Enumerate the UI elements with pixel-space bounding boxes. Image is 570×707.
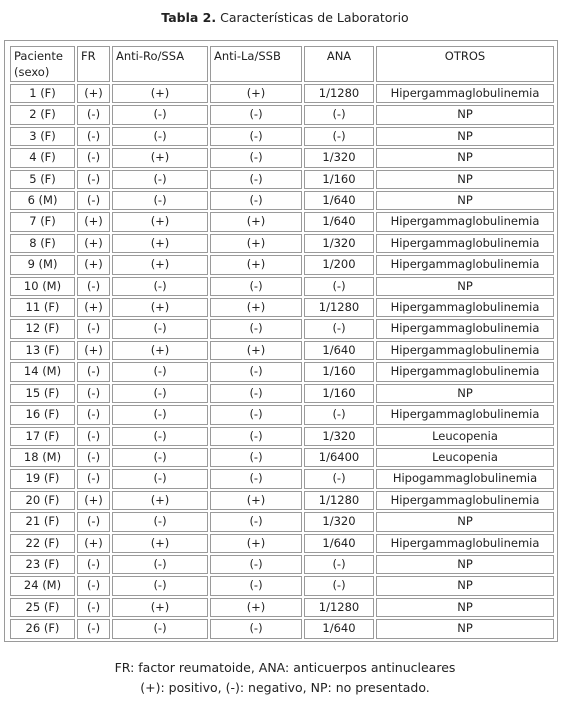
table-footnote [0, 658, 570, 698]
cell-anti-ro: (+) [112, 534, 208, 553]
cell-otros: Hipergammaglobulinemia [376, 405, 554, 424]
cell-ana: 1/1280 [304, 298, 374, 317]
cell-otros: NP [376, 170, 554, 189]
table-row [10, 448, 554, 467]
cell-otros: Hipergammaglobulinemia [376, 255, 554, 274]
cell-anti-ro: (+) [112, 148, 208, 167]
cell-ana: (-) [304, 319, 374, 338]
cell-ana: 1/320 [304, 512, 374, 531]
cell-ana: 1/200 [304, 255, 374, 274]
cell-otros: Hipergammaglobulinemia [376, 491, 554, 510]
cell-fr: (-) [77, 555, 110, 574]
lab-results-table [8, 44, 556, 641]
header-anti-ro: Anti-Ro/SSA [112, 46, 208, 82]
table-header-row [10, 46, 554, 82]
cell-anti-ro: (+) [112, 341, 208, 360]
cell-anti-la: (+) [210, 255, 302, 274]
table-row [10, 362, 554, 381]
cell-paciente: 12 (F) [10, 319, 75, 338]
table-row [10, 255, 554, 274]
cell-fr: (+) [77, 341, 110, 360]
cell-paciente: 5 (F) [10, 170, 75, 189]
cell-anti-la: (-) [210, 191, 302, 210]
cell-anti-la: (-) [210, 319, 302, 338]
cell-fr: (+) [77, 491, 110, 510]
cell-anti-la: (+) [210, 298, 302, 317]
cell-ana: (-) [304, 405, 374, 424]
cell-otros: NP [376, 576, 554, 595]
cell-otros: NP [376, 512, 554, 531]
cell-anti-la: (-) [210, 105, 302, 124]
cell-ana: 1/160 [304, 170, 374, 189]
caption-text: Características de Laboratorio [220, 10, 409, 25]
cell-fr: (+) [77, 212, 110, 231]
cell-otros: NP [376, 598, 554, 617]
cell-fr: (+) [77, 234, 110, 253]
header-fr: FR [77, 46, 110, 82]
cell-ana: (-) [304, 555, 374, 574]
table-row [10, 427, 554, 446]
cell-anti-la: (+) [210, 341, 302, 360]
cell-fr: (-) [77, 598, 110, 617]
cell-fr: (-) [77, 619, 110, 638]
table-row [10, 619, 554, 638]
table-row [10, 148, 554, 167]
cell-anti-la: (-) [210, 512, 302, 531]
cell-paciente: 24 (M) [10, 576, 75, 595]
table-row [10, 191, 554, 210]
cell-anti-ro: (-) [112, 427, 208, 446]
cell-fr: (+) [77, 298, 110, 317]
cell-anti-la: (-) [210, 619, 302, 638]
cell-anti-ro: (-) [112, 105, 208, 124]
cell-otros: NP [376, 148, 554, 167]
cell-anti-ro: (-) [112, 191, 208, 210]
table-row [10, 170, 554, 189]
cell-fr: (-) [77, 512, 110, 531]
cell-anti-ro: (+) [112, 212, 208, 231]
cell-anti-ro: (-) [112, 277, 208, 296]
cell-paciente: 17 (F) [10, 427, 75, 446]
header-ana: ANA [304, 46, 374, 82]
cell-ana: (-) [304, 105, 374, 124]
cell-ana: 1/1280 [304, 491, 374, 510]
cell-anti-ro: (-) [112, 512, 208, 531]
cell-anti-ro: (-) [112, 469, 208, 488]
cell-anti-ro: (-) [112, 127, 208, 146]
cell-fr: (+) [77, 84, 110, 103]
cell-anti-la: (-) [210, 127, 302, 146]
cell-anti-ro: (-) [112, 170, 208, 189]
cell-otros: Hipergammaglobulinemia [376, 362, 554, 381]
cell-otros: Hipergammaglobulinemia [376, 84, 554, 103]
cell-ana: 1/320 [304, 148, 374, 167]
cell-anti-la: (-) [210, 427, 302, 446]
cell-paciente: 11 (F) [10, 298, 75, 317]
cell-otros: NP [376, 127, 554, 146]
cell-anti-ro: (-) [112, 405, 208, 424]
header-otros: OTROS [376, 46, 554, 82]
table-body [10, 84, 554, 639]
cell-otros: Hipogammaglobulinemia [376, 469, 554, 488]
cell-anti-ro: (-) [112, 619, 208, 638]
cell-paciente: 9 (M) [10, 255, 75, 274]
cell-ana: 1/640 [304, 619, 374, 638]
cell-otros: NP [376, 384, 554, 403]
table-row [10, 491, 554, 510]
cell-paciente: 6 (M) [10, 191, 75, 210]
cell-paciente: 21 (F) [10, 512, 75, 531]
cell-fr: (-) [77, 448, 110, 467]
cell-anti-la: (-) [210, 555, 302, 574]
caption-label: Tabla 2. [161, 10, 217, 25]
cell-anti-la: (+) [210, 84, 302, 103]
cell-paciente: 4 (F) [10, 148, 75, 167]
cell-fr: (-) [77, 576, 110, 595]
cell-otros: Hipergammaglobulinemia [376, 341, 554, 360]
cell-ana: 1/160 [304, 362, 374, 381]
cell-paciente: 14 (M) [10, 362, 75, 381]
cell-ana: 1/320 [304, 427, 374, 446]
cell-paciente: 1 (F) [10, 84, 75, 103]
cell-anti-ro: (-) [112, 555, 208, 574]
cell-ana: 1/640 [304, 212, 374, 231]
table-row [10, 341, 554, 360]
cell-paciente: 26 (F) [10, 619, 75, 638]
cell-otros: NP [376, 555, 554, 574]
cell-anti-la: (+) [210, 491, 302, 510]
cell-fr: (+) [77, 255, 110, 274]
cell-ana: (-) [304, 277, 374, 296]
cell-paciente: 10 (M) [10, 277, 75, 296]
cell-ana: 1/640 [304, 534, 374, 553]
cell-anti-ro: (-) [112, 448, 208, 467]
cell-fr: (-) [77, 362, 110, 381]
cell-paciente: 13 (F) [10, 341, 75, 360]
cell-anti-ro: (+) [112, 84, 208, 103]
cell-fr: (-) [77, 319, 110, 338]
cell-anti-la: (-) [210, 362, 302, 381]
cell-otros: NP [376, 191, 554, 210]
cell-ana: 1/1280 [304, 598, 374, 617]
table-row [10, 555, 554, 574]
cell-paciente: 16 (F) [10, 405, 75, 424]
table-row [10, 105, 554, 124]
cell-ana: 1/640 [304, 191, 374, 210]
cell-fr: (-) [77, 384, 110, 403]
cell-otros: Leucopenia [376, 448, 554, 467]
cell-ana: 1/640 [304, 341, 374, 360]
table-caption [0, 10, 570, 26]
cell-otros: Hipergammaglobulinemia [376, 319, 554, 338]
cell-anti-la: (-) [210, 469, 302, 488]
cell-paciente: 15 (F) [10, 384, 75, 403]
cell-paciente: 22 (F) [10, 534, 75, 553]
table-row [10, 469, 554, 488]
cell-fr: (-) [77, 105, 110, 124]
table-row [10, 512, 554, 531]
cell-anti-la: (-) [210, 277, 302, 296]
cell-ana: 1/160 [304, 384, 374, 403]
table-row [10, 212, 554, 231]
cell-fr: (-) [77, 148, 110, 167]
table-row [10, 534, 554, 553]
cell-fr: (-) [77, 191, 110, 210]
cell-fr: (-) [77, 127, 110, 146]
header-anti-la: Anti-La/SSB [210, 46, 302, 82]
cell-anti-ro: (-) [112, 576, 208, 595]
cell-anti-la: (-) [210, 384, 302, 403]
cell-fr: (+) [77, 534, 110, 553]
cell-ana: 1/1280 [304, 84, 374, 103]
cell-anti-la: (-) [210, 448, 302, 467]
table-row [10, 127, 554, 146]
cell-otros: NP [376, 105, 554, 124]
cell-paciente: 8 (F) [10, 234, 75, 253]
cell-ana: 1/6400 [304, 448, 374, 467]
cell-paciente: 7 (F) [10, 212, 75, 231]
cell-paciente: 3 (F) [10, 127, 75, 146]
cell-anti-la: (+) [210, 234, 302, 253]
cell-anti-ro: (+) [112, 298, 208, 317]
cell-otros: Hipergammaglobulinemia [376, 298, 554, 317]
cell-otros: Leucopenia [376, 427, 554, 446]
cell-paciente: 2 (F) [10, 105, 75, 124]
cell-anti-la: (+) [210, 534, 302, 553]
cell-anti-ro: (+) [112, 598, 208, 617]
cell-anti-ro: (-) [112, 362, 208, 381]
cell-paciente: 18 (M) [10, 448, 75, 467]
cell-otros: Hipergammaglobulinemia [376, 534, 554, 553]
cell-ana: (-) [304, 469, 374, 488]
cell-anti-la: (-) [210, 576, 302, 595]
cell-paciente: 23 (F) [10, 555, 75, 574]
cell-paciente: 19 (F) [10, 469, 75, 488]
table-row [10, 234, 554, 253]
table-row [10, 576, 554, 595]
cell-fr: (-) [77, 405, 110, 424]
table-row [10, 298, 554, 317]
cell-anti-la: (-) [210, 405, 302, 424]
table-row [10, 277, 554, 296]
table-row [10, 384, 554, 403]
cell-ana: (-) [304, 576, 374, 595]
table-row [10, 319, 554, 338]
cell-anti-ro: (+) [112, 234, 208, 253]
cell-anti-ro: (+) [112, 491, 208, 510]
header-paciente: Paciente (sexo) [10, 46, 75, 82]
cell-otros: NP [376, 277, 554, 296]
cell-fr: (-) [77, 170, 110, 189]
cell-fr: (-) [77, 469, 110, 488]
cell-anti-la: (+) [210, 598, 302, 617]
cell-anti-la: (+) [210, 212, 302, 231]
cell-otros: Hipergammaglobulinemia [376, 234, 554, 253]
table-row [10, 405, 554, 424]
table-row [10, 598, 554, 617]
cell-anti-ro: (-) [112, 384, 208, 403]
cell-paciente: 20 (F) [10, 491, 75, 510]
cell-ana: (-) [304, 127, 374, 146]
cell-fr: (-) [77, 427, 110, 446]
cell-otros: Hipergammaglobulinemia [376, 212, 554, 231]
cell-ana: 1/320 [304, 234, 374, 253]
cell-otros: NP [376, 619, 554, 638]
cell-anti-ro: (-) [112, 319, 208, 338]
cell-anti-ro: (+) [112, 255, 208, 274]
footnote-line-2: (+): positivo, (-): negativo, NP: no presentado. [140, 680, 430, 695]
footnote-line-1: FR: factor reumatoide, ANA: anticuerpos antinucleares [114, 660, 456, 675]
cell-anti-la: (-) [210, 148, 302, 167]
cell-fr: (-) [77, 277, 110, 296]
table-row [10, 84, 554, 103]
cell-anti-la: (-) [210, 170, 302, 189]
cell-paciente: 25 (F) [10, 598, 75, 617]
